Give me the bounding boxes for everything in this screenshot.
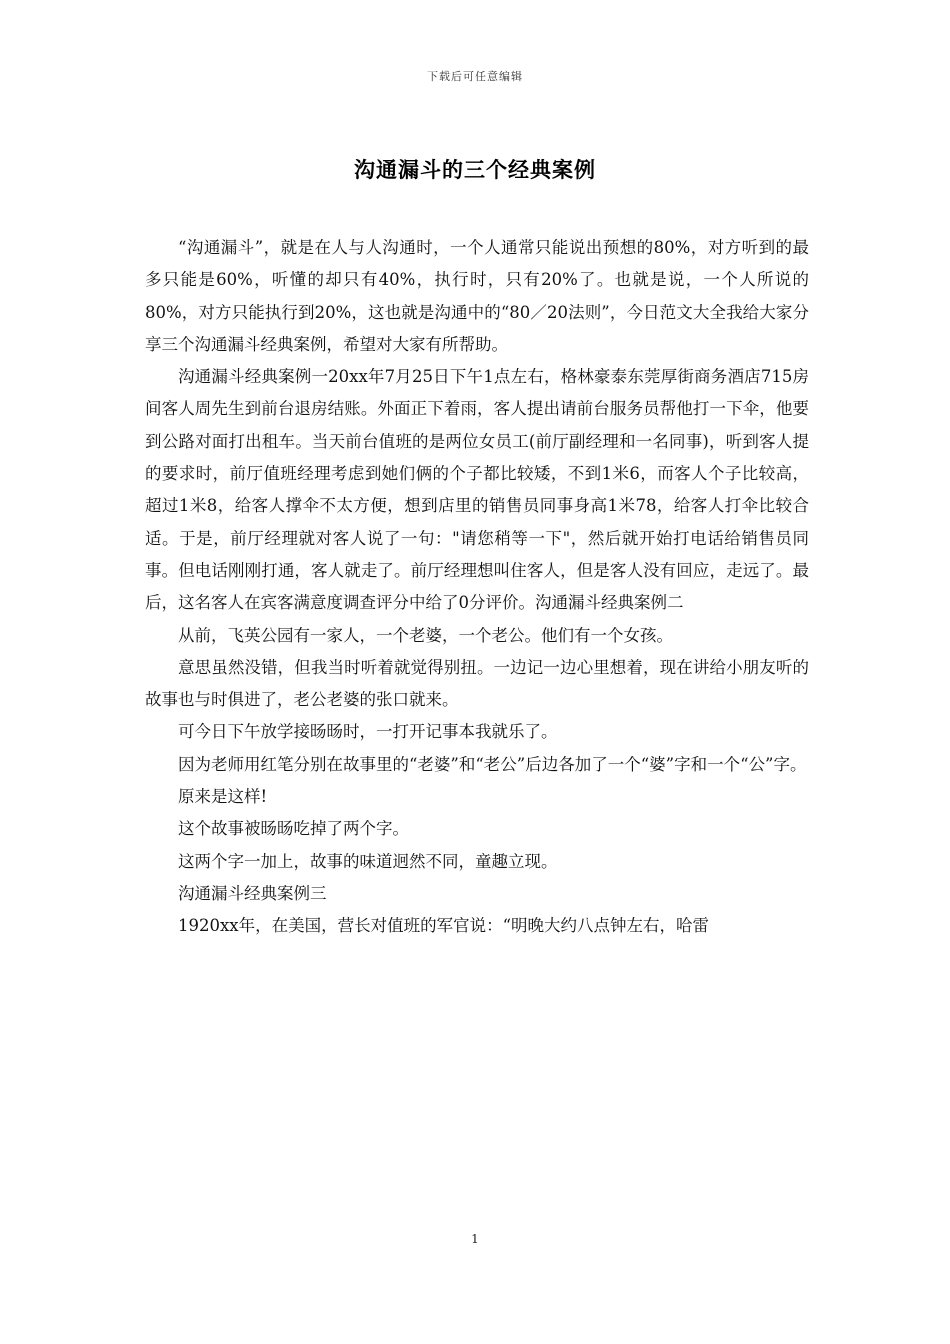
document-body <box>145 232 809 943</box>
header-note: 下载后可任意编辑 <box>427 70 523 83</box>
paragraph-case-two-conclusion: 这两个字一加上，故事的味道迥然不同，童趣立现。 <box>178 851 558 871</box>
document-title: 沟通漏斗的三个经典案例 <box>354 157 596 182</box>
paragraph-case-two-missing-words: 这个故事被旸旸吃掉了两个字。 <box>178 819 409 839</box>
paragraph-case-two-pickup: 可今日下午放学接旸旸时，一打开记事本我就乐了。 <box>178 722 558 742</box>
paragraph-case-two-story: 从前，飞英公园有一家人，一个老婆，一个老公。他们有一个女孩。 <box>178 625 673 645</box>
paragraph-case-three-heading: 沟通漏斗经典案例三 <box>178 883 327 903</box>
paragraph-case-two-correction: 因为老师用红笔分别在故事里的“老婆”和“老公”后边各加了一个“婆”字和一个“公”字。 <box>178 754 807 774</box>
paragraph-case-one: 沟通漏斗经典案例一20xx年7月25日下午1点左右，格林豪泰东莞厚街商务酒店715房间客人周先生到前台退房结账。外面正下着雨，客人提出请前台服务员帮他打一下伞，他要到公路对面打出租车。当天前台值班的是两位女员工(前厅副经理和一名同事)，听到客人提的要求时，前厅值班经理考虑到她们俩的个子都比较矮，不到1米6，而客人个子比较高，超过1米8，给客人撑伞不太方便，想到店里的销售员同事身高1米78，给客人打伞比较合适。于是，前厅经理就对客人说了一句："请您稍等一下"，然后就开始打电话给销售员同事。但电话刚刚打通，客人就走了。前厅经理想叫住客人，但是客人没有回应，走远了。最后，这名客人在宾客满意度调查评分中给了0分评价。沟通漏斗经典案例二 <box>145 367 809 613</box>
paragraph-intro: “沟通漏斗”，就是在人与人沟通时，一个人通常只能说出预想的80%，对方听到的最多只能是60%，听懂的却只有40%，执行时，只有20%了。也就是说，一个人所说的80%，对方只能执行到20%，这也就是沟通中的“80／20法则”，今日范文大全我给大家分享三个沟通漏斗经典案例，希望对大家有所帮助。 <box>145 238 809 354</box>
paragraph-case-two-reflection: 意思虽然没错，但我当时听着就觉得别扭。一边记一边心里想着，现在讲给小朋友听的故事也与时俱进了，老公老婆的张口就来。 <box>145 657 809 710</box>
page-number: 1 <box>471 1232 479 1246</box>
paragraph-case-three: 1920xx年，在美国，营长对值班的军官说：“明晚大约八点钟左右，哈雷 <box>178 916 710 936</box>
paragraph-case-two-realization: 原来是这样! <box>178 787 268 807</box>
